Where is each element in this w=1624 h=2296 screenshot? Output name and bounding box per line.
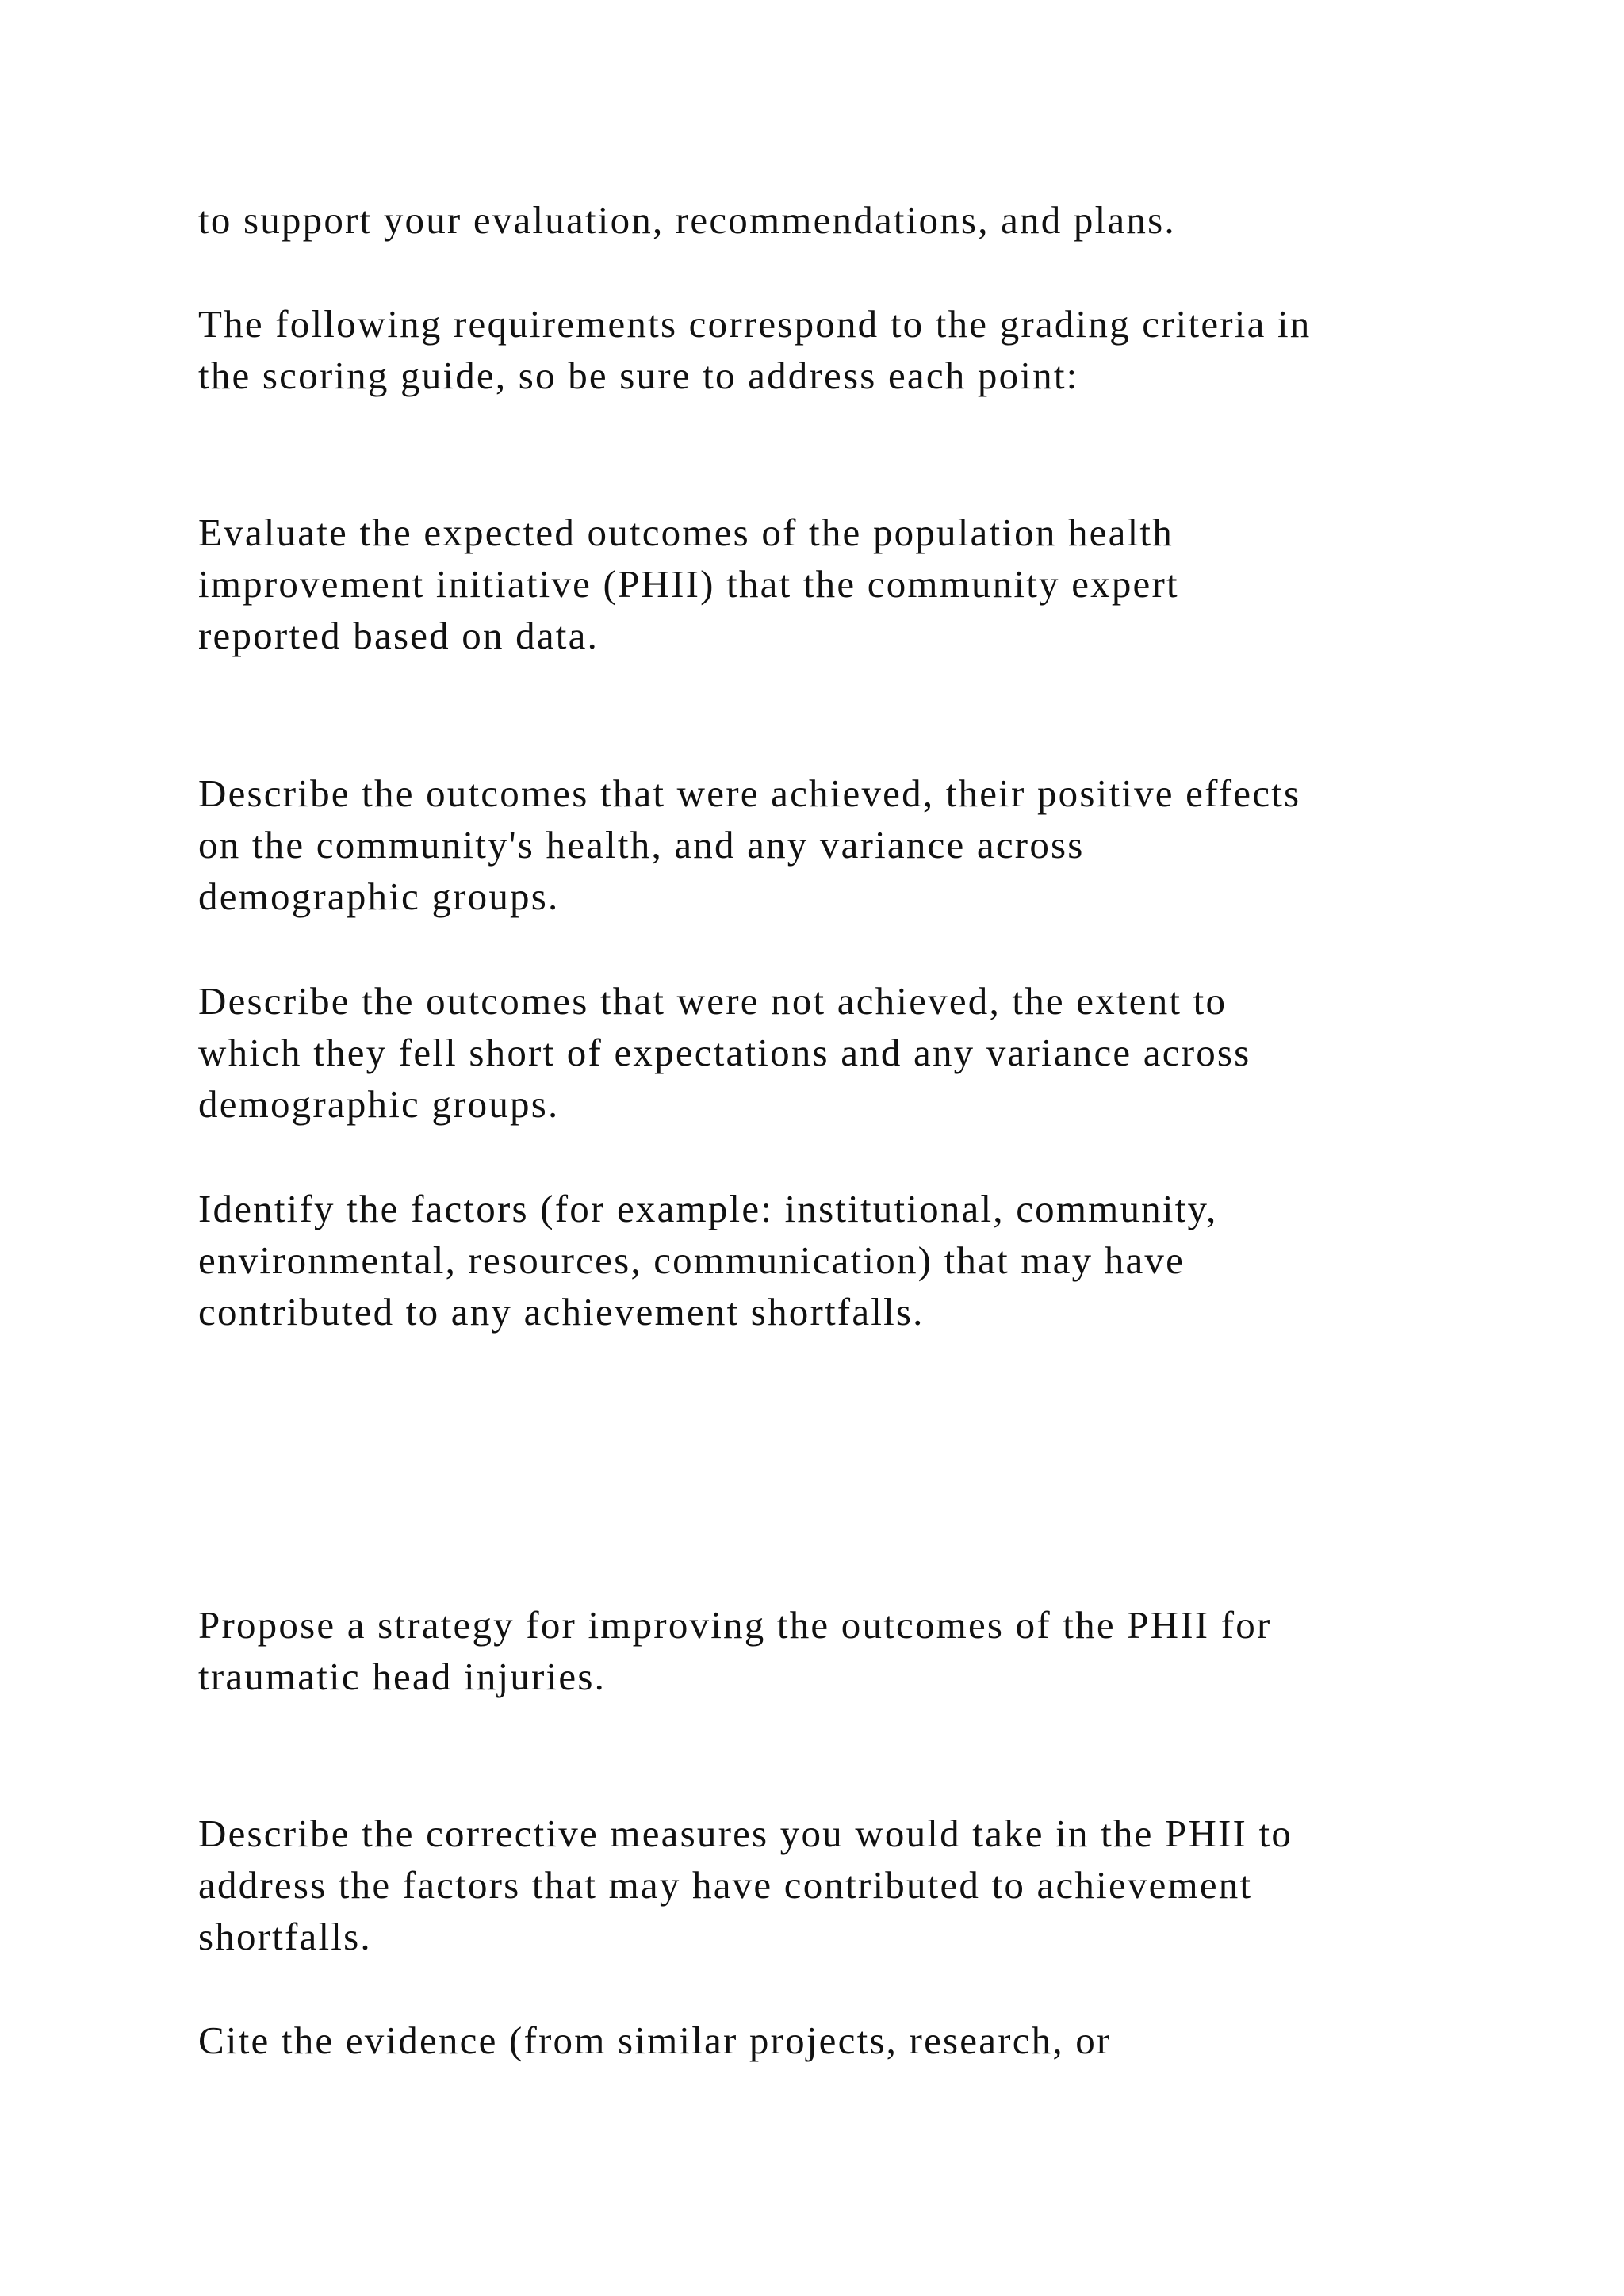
- achieved-outcomes-line-2: on the community's health, and any variance across: [198, 823, 1085, 867]
- cite-evidence-line: Cite the evidence (from similar projects, research, or: [198, 2019, 1112, 2062]
- corrective-measures-line-2: address the factors that may have contributed to achievement: [198, 1863, 1253, 1907]
- requirements-intro-line-1: The following requirements correspond to the grading criteria in: [198, 302, 1312, 346]
- corrective-measures-line-1: Describe the corrective measures you would take in the PHII to: [198, 1812, 1293, 1855]
- evaluate-outcomes-line-2: improvement initiative (PHII) that the community expert: [198, 562, 1179, 606]
- identify-factors-line-3: contributed to any achievement shortfalls.: [198, 1290, 925, 1334]
- evaluate-outcomes-line-1: Evaluate the expected outcomes of the population health: [198, 511, 1174, 554]
- intro-line: to support your evaluation, recommendations, and plans.: [198, 198, 1176, 242]
- achieved-outcomes-line-1: Describe the outcomes that were achieved, their positive effects: [198, 771, 1301, 815]
- corrective-measures-line-3: shortfalls.: [198, 1915, 372, 1958]
- identify-factors-line-2: environmental, resources, communication) that may have: [198, 1238, 1185, 1282]
- propose-strategy-line-2: traumatic head injuries.: [198, 1655, 607, 1698]
- requirements-intro-line-2: the scoring guide, so be sure to address each point:: [198, 354, 1079, 397]
- not-achieved-outcomes-line-1: Describe the outcomes that were not achieved, the extent to: [198, 979, 1228, 1023]
- not-achieved-outcomes-line-2: which they fell short of expectations and any variance across: [198, 1031, 1251, 1074]
- not-achieved-outcomes-line-3: demographic groups.: [198, 1082, 560, 1126]
- achieved-outcomes-line-3: demographic groups.: [198, 874, 560, 918]
- evaluate-outcomes-line-3: reported based on data.: [198, 614, 599, 657]
- propose-strategy-line-1: Propose a strategy for improving the outcomes of the PHII for: [198, 1603, 1272, 1647]
- identify-factors-line-1: Identify the factors (for example: institutional, community,: [198, 1187, 1218, 1230]
